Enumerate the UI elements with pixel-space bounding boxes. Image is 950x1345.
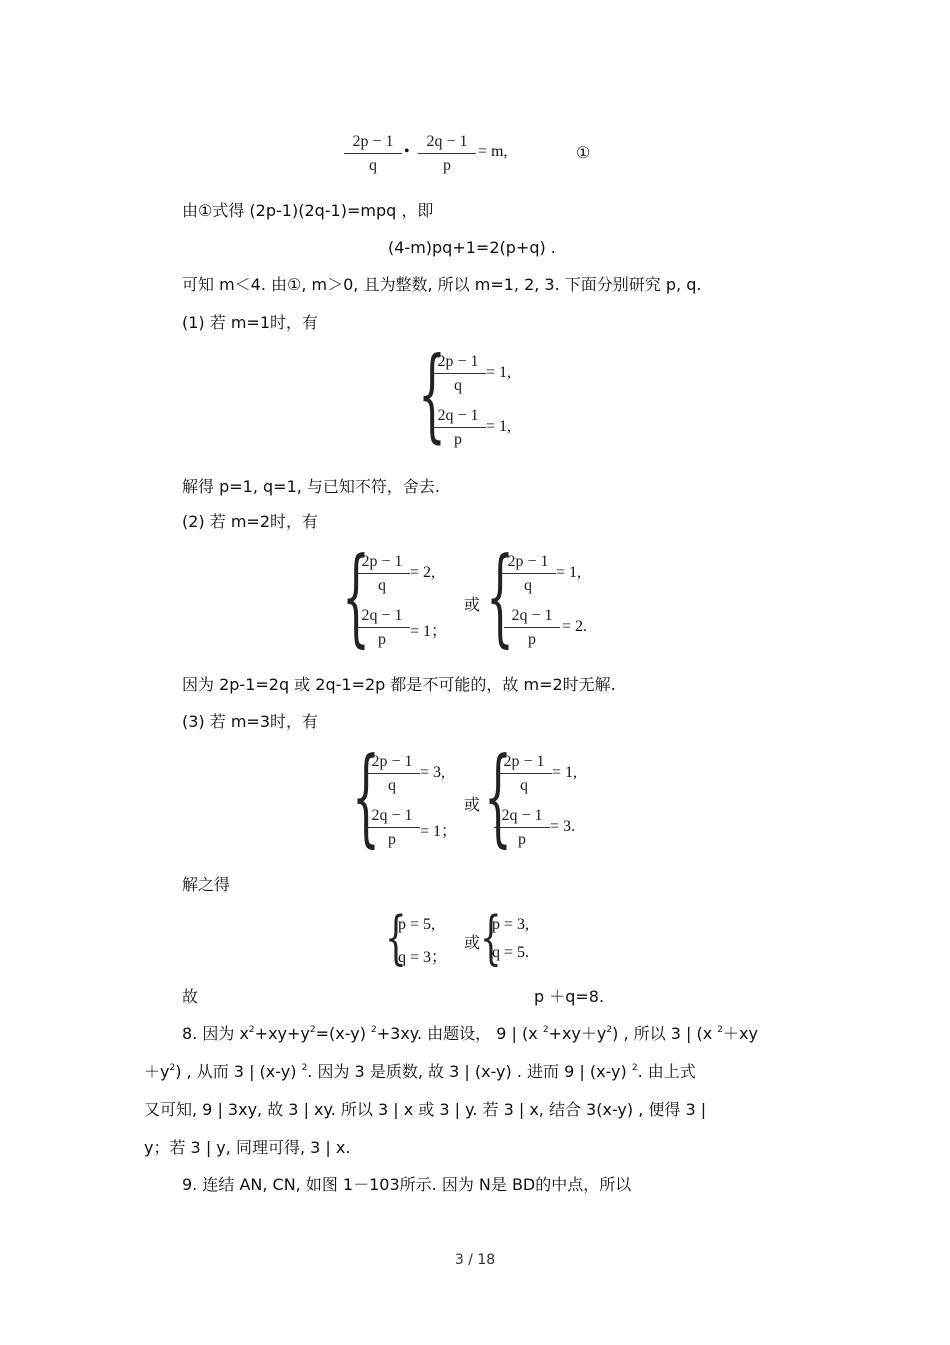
text-line-1: 由①式得 (2p-1)(2q-1)=mpq ，即: [182, 201, 434, 220]
left-brace: {: [486, 536, 514, 659]
numerator: 2p − 1: [354, 552, 410, 574]
denominator: q: [369, 157, 377, 174]
sys2b-rhs-bottom: = 2.: [562, 618, 588, 635]
superscript: 2: [169, 1063, 176, 1073]
problem-8-line-3: [144, 1100, 706, 1120]
left-brace: {: [342, 536, 370, 659]
divides-bar: |: [249, 1062, 255, 1081]
problem-8-line-2: [144, 1062, 696, 1082]
text-line-3: 可知 m＜4. 由①, m＞0, 且为整数, 所以 m=1, 2, 3. 下面分别研究 p, q.: [182, 275, 702, 294]
numerator: 2q − 1: [418, 132, 476, 154]
text-line-7: 因为 2p-1=2q 或 2q-1=2p 都是不可能的，故 m=2时无解.: [182, 675, 616, 694]
sys3b-rhs-top: = 1,: [552, 764, 578, 781]
sys3a-rhs-top: = 3,: [420, 764, 446, 781]
superscript: 2: [606, 1025, 613, 1035]
denominator: q: [524, 577, 532, 594]
solution-q5: q = 5.: [492, 944, 530, 961]
left-brace: {: [484, 736, 512, 859]
text: 8. 因为 x: [182, 1024, 249, 1043]
problem-8-line-1: [182, 1024, 758, 1044]
text: (x: [691, 1024, 718, 1043]
sys2b-frac-bottom: [504, 606, 560, 650]
text: +xy+y: [254, 1024, 310, 1043]
text-line-10b: p ＋q=8.: [534, 987, 605, 1006]
text: ) , 所以 3: [612, 1024, 686, 1043]
denominator: q: [378, 577, 386, 594]
numerator: 2q − 1: [354, 606, 410, 628]
text: 3xy, 故 3: [222, 1100, 304, 1119]
numerator: 2p − 1: [344, 132, 402, 154]
sys3a-rhs-bottom: = 1；: [420, 823, 458, 840]
superscript: 2: [248, 1025, 255, 1035]
solution-q3: q = 3；: [398, 949, 448, 966]
multiply-dot: •: [404, 143, 410, 160]
solution-p5: p = 5,: [398, 916, 436, 933]
sys1-frac-top: [430, 352, 486, 396]
numerator: 2p − 1: [496, 752, 552, 774]
text: +xy＋y: [548, 1024, 607, 1043]
sys3b-frac-top: [496, 752, 552, 796]
divides-bar: |: [205, 1138, 212, 1157]
superscript: 2: [717, 1025, 723, 1035]
text: . 因为 3 是质数, 故 3: [307, 1062, 465, 1081]
superscript: 2: [301, 1063, 308, 1073]
sys3b-frac-bottom: [494, 806, 550, 850]
or-word: 或: [464, 797, 481, 814]
divides-bar: |: [325, 1138, 331, 1157]
sys2a-frac-bottom: [354, 606, 410, 650]
denominator: q: [454, 377, 462, 394]
denominator: p: [518, 831, 526, 848]
page-number: 3 / 18: [454, 1252, 496, 1268]
left-brace: {: [352, 736, 380, 859]
text: 又可知, 9: [144, 1100, 218, 1119]
text: . 由上式: [637, 1062, 696, 1081]
numerator: 2p − 1: [500, 552, 556, 574]
problem-8-line-4: [144, 1138, 350, 1158]
divides-bar: |: [511, 1024, 517, 1043]
text: (x-y): [254, 1062, 302, 1081]
eq1-fraction-right: [418, 132, 476, 176]
text-line-4: (1) 若 m=1时，有: [182, 313, 319, 332]
divides-bar: |: [393, 1100, 399, 1119]
text-line-6: (2) 若 m=2时，有: [182, 512, 319, 531]
text-line-10a: 故: [182, 987, 199, 1006]
solution-p3: p = 3,: [492, 916, 530, 933]
text: xy. 所以 3: [308, 1100, 394, 1119]
text: +3xy. 由题设， 9: [376, 1024, 512, 1043]
left-brace: {: [480, 904, 502, 973]
denominator: p: [454, 431, 462, 448]
text-line-2: (4-m)pq+1=2(p+q) .: [388, 238, 556, 257]
sys3a-frac-top: [364, 752, 420, 796]
text: ＋y: [144, 1062, 170, 1081]
text: =(x-y): [315, 1024, 372, 1043]
or-word: 或: [464, 597, 481, 614]
text: (x-y): [584, 1062, 632, 1081]
problem-9-line-1: 9. 连结 AN, CN, 如图 1－103所示. 因为 N是 BD的中点，所以: [182, 1175, 632, 1194]
sys2a-rhs-top: = 2,: [410, 564, 436, 581]
sys2b-frac-top: [500, 552, 556, 596]
denominator: q: [388, 777, 396, 794]
denominator: p: [378, 631, 386, 648]
text: ＋xy: [722, 1024, 758, 1043]
text: y. 若 3: [460, 1100, 519, 1119]
text: (x: [516, 1024, 543, 1043]
sys2b-rhs-top: = 1,: [556, 564, 582, 581]
text-line-5: 解得 p=1, q=1, 与已知不符，舍去.: [182, 477, 441, 496]
numerator: 2q − 1: [494, 806, 550, 828]
numerator: 2q − 1: [430, 406, 486, 428]
sys1-rhs-bottom: = 1,: [486, 418, 512, 435]
divides-bar: |: [217, 1100, 223, 1119]
superscript: 2: [309, 1025, 316, 1035]
denominator: q: [520, 777, 528, 794]
divides-bar: |: [579, 1062, 585, 1081]
sys3b-rhs-bottom: = 3.: [550, 818, 576, 835]
eq1-rhs: = m,: [478, 143, 508, 160]
text: x, 结合 3(x-y) , 便得 3: [524, 1100, 701, 1119]
divides-bar: |: [464, 1062, 470, 1081]
denominator: p: [443, 157, 451, 174]
text: ) , 从而 3: [175, 1062, 250, 1081]
superscript: 2: [542, 1025, 549, 1035]
denominator: p: [388, 831, 396, 848]
eq1-fraction-left: [344, 132, 402, 176]
numerator: 2q − 1: [364, 806, 420, 828]
eq1-marker: ①: [576, 145, 591, 162]
divides-bar: |: [685, 1024, 692, 1043]
text: y, 同理可得, 3: [211, 1138, 326, 1157]
text: x.: [330, 1138, 351, 1157]
text: x 或 3: [398, 1100, 455, 1119]
divides-bar: |: [700, 1100, 707, 1119]
text: (x-y) . 进而 9: [469, 1062, 580, 1081]
sys2a-rhs-bottom: = 1；: [410, 623, 448, 640]
divides-bar: |: [518, 1100, 525, 1119]
text-line-8: (3) 若 m=3时，有: [182, 712, 319, 731]
sys1-rhs-top: = 1,: [486, 364, 512, 381]
sys3a-frac-bottom: [364, 806, 420, 850]
numerator: 2p − 1: [430, 352, 486, 374]
divides-bar: |: [454, 1100, 461, 1119]
denominator: p: [528, 631, 536, 648]
sys2a-frac-top: [354, 552, 410, 596]
superscript: 2: [371, 1025, 377, 1035]
left-brace: {: [385, 904, 407, 973]
numerator: 2q − 1: [504, 606, 560, 628]
or-word: 或: [464, 935, 481, 952]
text-line-9: 解之得: [182, 875, 231, 894]
sys1-frac-bottom: [430, 406, 486, 450]
text: y；若 3: [144, 1138, 206, 1157]
left-brace: {: [418, 336, 446, 455]
divides-bar: |: [303, 1100, 309, 1119]
numerator: 2p − 1: [364, 752, 420, 774]
superscript: 2: [631, 1063, 638, 1073]
